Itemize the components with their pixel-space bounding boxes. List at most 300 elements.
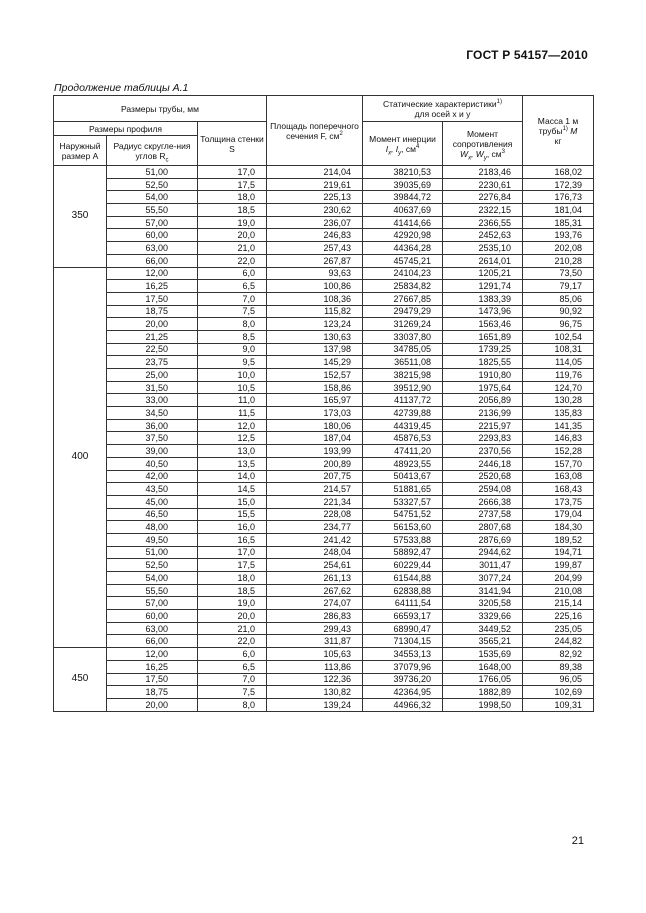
- mass-cell: 168,43: [523, 483, 594, 496]
- corner-radius-cell: 57,00: [107, 216, 198, 229]
- table-caption: Продолжение таблицы А.1: [54, 82, 189, 94]
- mass-cell: 135,83: [523, 407, 594, 420]
- wall-cell: 6,5: [198, 280, 267, 293]
- resistance-cell: 2876,69: [443, 533, 523, 546]
- corner-radius-cell: 36,00: [107, 419, 198, 432]
- wall-cell: 7,0: [198, 673, 267, 686]
- corner-radius-cell: 22,50: [107, 343, 198, 356]
- area-cell: 274,07: [267, 597, 363, 610]
- resistance-cell: 2737,58: [443, 508, 523, 521]
- mass-cell: 130,28: [523, 394, 594, 407]
- inertia-cell: 51881,65: [363, 483, 443, 496]
- inertia-cell: 41414,66: [363, 216, 443, 229]
- mass-cell: 210,28: [523, 254, 594, 267]
- inertia-cell: 44966,32: [363, 698, 443, 711]
- wall-cell: 16,5: [198, 533, 267, 546]
- resistance-cell: 2322,15: [443, 204, 523, 217]
- resistance-cell: 1882,89: [443, 686, 523, 699]
- wall-cell: 15,0: [198, 495, 267, 508]
- inertia-cell: 71304,15: [363, 635, 443, 648]
- inertia-cell: 42364,95: [363, 686, 443, 699]
- mass-cell: 235,05: [523, 622, 594, 635]
- table-row: [54, 483, 594, 496]
- mass-cell: 141,35: [523, 419, 594, 432]
- table-row: [54, 610, 594, 623]
- corner-radius-cell: 54,00: [107, 191, 198, 204]
- inertia-cell: 39512,90: [363, 381, 443, 394]
- corner-radius-cell: 39,00: [107, 445, 198, 458]
- corner-radius-cell: 16,25: [107, 660, 198, 673]
- resistance-cell: 3565,21: [443, 635, 523, 648]
- resistance-cell: 3141,94: [443, 584, 523, 597]
- area-cell: 241,42: [267, 533, 363, 546]
- corner-radius-cell: 60,00: [107, 610, 198, 623]
- table-row: [54, 495, 594, 508]
- mass-cell: 90,92: [523, 305, 594, 318]
- mass-cell: 108,31: [523, 343, 594, 356]
- resistance-cell: 2535,10: [443, 242, 523, 255]
- resistance-cell: 1383,39: [443, 292, 523, 305]
- corner-radius-cell: 51,00: [107, 166, 198, 179]
- area-cell: 207,75: [267, 470, 363, 483]
- resistance-cell: 2293,83: [443, 432, 523, 445]
- wall-cell: 20,0: [198, 229, 267, 242]
- inertia-cell: 31269,24: [363, 318, 443, 331]
- resistance-cell: 3329,66: [443, 610, 523, 623]
- table-row: [54, 660, 594, 673]
- mass-cell: 82,92: [523, 648, 594, 661]
- area-cell: 219,61: [267, 178, 363, 191]
- inertia-cell: 38210,53: [363, 166, 443, 179]
- corner-radius-cell: 31,50: [107, 381, 198, 394]
- mass-cell: 96,05: [523, 673, 594, 686]
- wall-cell: 6,5: [198, 660, 267, 673]
- area-cell: 225,13: [267, 191, 363, 204]
- corner-radius-cell: 17,50: [107, 292, 198, 305]
- mass-cell: 202,08: [523, 242, 594, 255]
- resistance-cell: 1766,05: [443, 673, 523, 686]
- area-cell: 230,62: [267, 204, 363, 217]
- corner-radius-cell: 16,25: [107, 280, 198, 293]
- mass-cell: 181,04: [523, 204, 594, 217]
- inertia-cell: 27667,85: [363, 292, 443, 305]
- wall-cell: 22,0: [198, 635, 267, 648]
- corner-radius-cell: 51,00: [107, 546, 198, 559]
- corner-radius-cell: 12,00: [107, 648, 198, 661]
- outer-size-cell: 400: [54, 267, 107, 648]
- area-cell: 113,86: [267, 660, 363, 673]
- area-cell: 122,36: [267, 673, 363, 686]
- inertia-cell: 68990,47: [363, 622, 443, 635]
- wall-cell: 18,5: [198, 204, 267, 217]
- table-row: [54, 178, 594, 191]
- resistance-cell: 2366,55: [443, 216, 523, 229]
- area-cell: 152,57: [267, 369, 363, 382]
- table-row: [54, 635, 594, 648]
- area-cell: 158,86: [267, 381, 363, 394]
- page-number: 21: [571, 835, 584, 847]
- resistance-cell: 2276,84: [443, 191, 523, 204]
- wall-cell: 18,5: [198, 584, 267, 597]
- area-cell: 180,06: [267, 419, 363, 432]
- wall-cell: 19,0: [198, 216, 267, 229]
- area-cell: 193,99: [267, 445, 363, 458]
- resistance-cell: 2136,99: [443, 407, 523, 420]
- header-mass: Масса 1 м трубы$^{1)}$ M кг: [523, 96, 594, 166]
- table-row: [54, 648, 594, 661]
- table-row: [54, 343, 594, 356]
- area-cell: 100,86: [267, 280, 363, 293]
- table-row: [54, 267, 594, 280]
- table-row: [54, 242, 594, 255]
- resistance-cell: 3449,52: [443, 622, 523, 635]
- wall-cell: 8,0: [198, 318, 267, 331]
- resistance-cell: 2183,46: [443, 166, 523, 179]
- table-row: [54, 305, 594, 318]
- mass-cell: 102,54: [523, 330, 594, 343]
- inertia-cell: 25834,82: [363, 280, 443, 293]
- wall-cell: 7,0: [198, 292, 267, 305]
- inertia-cell: 36511,08: [363, 356, 443, 369]
- resistance-cell: 1910,80: [443, 369, 523, 382]
- table-row: [54, 419, 594, 432]
- header-profile-sizes: Размеры профиля: [54, 122, 198, 136]
- mass-cell: 204,99: [523, 572, 594, 585]
- wall-cell: 6,0: [198, 267, 267, 280]
- table-row: [54, 330, 594, 343]
- header-pipe-sizes: Размеры трубы, мм: [54, 96, 267, 122]
- corner-radius-cell: 57,00: [107, 597, 198, 610]
- corner-radius-cell: 25,00: [107, 369, 198, 382]
- area-cell: 214,04: [267, 166, 363, 179]
- wall-cell: 9,0: [198, 343, 267, 356]
- header-resistance: Момент сопротивления $W_x$, $W_y$, $см^3$: [443, 122, 523, 166]
- area-cell: 236,07: [267, 216, 363, 229]
- resistance-cell: 3077,24: [443, 572, 523, 585]
- area-cell: 214,57: [267, 483, 363, 496]
- mass-cell: 157,70: [523, 457, 594, 470]
- mass-cell: 215,14: [523, 597, 594, 610]
- resistance-cell: 2056,89: [443, 394, 523, 407]
- resistance-cell: 2370,56: [443, 445, 523, 458]
- wall-cell: 13,0: [198, 445, 267, 458]
- area-cell: 165,97: [267, 394, 363, 407]
- table-row: [54, 622, 594, 635]
- wall-cell: 15,5: [198, 508, 267, 521]
- corner-radius-cell: 55,50: [107, 204, 198, 217]
- wall-cell: 13,5: [198, 457, 267, 470]
- inertia-cell: 41137,72: [363, 394, 443, 407]
- inertia-cell: 45745,21: [363, 254, 443, 267]
- table-row: [54, 292, 594, 305]
- area-cell: 267,87: [267, 254, 363, 267]
- wall-cell: 21,0: [198, 242, 267, 255]
- header-inertia: Момент инерции $I_x$, $I_y$, $см^4$: [363, 122, 443, 166]
- inertia-cell: 42739,88: [363, 407, 443, 420]
- corner-radius-cell: 23,75: [107, 356, 198, 369]
- corner-radius-cell: 42,00: [107, 470, 198, 483]
- corner-radius-cell: 20,00: [107, 318, 198, 331]
- area-cell: 115,82: [267, 305, 363, 318]
- wall-cell: 17,0: [198, 166, 267, 179]
- wall-cell: 14,5: [198, 483, 267, 496]
- outer-size-cell: 350: [54, 166, 107, 268]
- table-header: [54, 96, 594, 166]
- table-row: [54, 533, 594, 546]
- corner-radius-cell: 66,00: [107, 635, 198, 648]
- wall-cell: 16,0: [198, 521, 267, 534]
- wall-cell: 12,5: [198, 432, 267, 445]
- mass-cell: 89,38: [523, 660, 594, 673]
- wall-cell: 11,0: [198, 394, 267, 407]
- mass-cell: 184,30: [523, 521, 594, 534]
- resistance-cell: 3011,47: [443, 559, 523, 572]
- area-cell: 187,04: [267, 432, 363, 445]
- mass-cell: 189,52: [523, 533, 594, 546]
- resistance-cell: 1473,96: [443, 305, 523, 318]
- area-cell: 105,63: [267, 648, 363, 661]
- wall-cell: 8,0: [198, 698, 267, 711]
- mass-cell: 244,82: [523, 635, 594, 648]
- mass-cell: 96,75: [523, 318, 594, 331]
- wall-cell: 7,5: [198, 305, 267, 318]
- area-cell: 261,13: [267, 572, 363, 585]
- area-cell: 267,62: [267, 584, 363, 597]
- inertia-cell: 37079,96: [363, 660, 443, 673]
- mass-cell: 176,73: [523, 191, 594, 204]
- mass-cell: 163,08: [523, 470, 594, 483]
- corner-radius-cell: 54,00: [107, 572, 198, 585]
- corner-radius-cell: 43,50: [107, 483, 198, 496]
- inertia-cell: 29479,29: [363, 305, 443, 318]
- inertia-cell: 39035,69: [363, 178, 443, 191]
- inertia-cell: 64111,54: [363, 597, 443, 610]
- corner-radius-cell: 21,25: [107, 330, 198, 343]
- corner-radius-cell: 12,00: [107, 267, 198, 280]
- area-cell: 228,08: [267, 508, 363, 521]
- resistance-cell: 2807,68: [443, 521, 523, 534]
- corner-radius-cell: 60,00: [107, 229, 198, 242]
- mass-cell: 102,69: [523, 686, 594, 699]
- area-cell: 130,82: [267, 686, 363, 699]
- inertia-cell: 54751,52: [363, 508, 443, 521]
- area-cell: 221,34: [267, 495, 363, 508]
- table-body: [54, 166, 594, 712]
- wall-cell: 20,0: [198, 610, 267, 623]
- wall-cell: 12,0: [198, 419, 267, 432]
- corner-radius-cell: 48,00: [107, 521, 198, 534]
- table-row: [54, 559, 594, 572]
- resistance-cell: 1739,25: [443, 343, 523, 356]
- inertia-cell: 57533,88: [363, 533, 443, 546]
- corner-radius-cell: 63,00: [107, 242, 198, 255]
- corner-radius-cell: 20,00: [107, 698, 198, 711]
- table-row: [54, 470, 594, 483]
- wall-cell: 17,5: [198, 178, 267, 191]
- standard-number: ГОСТ Р 54157—2010: [466, 48, 588, 62]
- resistance-cell: 1648,00: [443, 660, 523, 673]
- corner-radius-cell: 40,50: [107, 457, 198, 470]
- mass-cell: 119,76: [523, 369, 594, 382]
- mass-cell: 79,17: [523, 280, 594, 293]
- corner-radius-cell: 46,50: [107, 508, 198, 521]
- wall-cell: 19,0: [198, 597, 267, 610]
- area-cell: 286,83: [267, 610, 363, 623]
- area-cell: 254,61: [267, 559, 363, 572]
- area-cell: 93,63: [267, 267, 363, 280]
- resistance-cell: 1975,64: [443, 381, 523, 394]
- corner-radius-cell: 37,50: [107, 432, 198, 445]
- corner-radius-cell: 52,50: [107, 178, 198, 191]
- corner-radius-cell: 55,50: [107, 584, 198, 597]
- header-outer-size: Наружный размер A: [54, 136, 107, 166]
- wall-cell: 8,5: [198, 330, 267, 343]
- wall-cell: 6,0: [198, 648, 267, 661]
- mass-cell: 194,71: [523, 546, 594, 559]
- resistance-cell: 1205,21: [443, 267, 523, 280]
- area-cell: 137,98: [267, 343, 363, 356]
- area-cell: 123,24: [267, 318, 363, 331]
- table-row: [54, 204, 594, 217]
- corner-radius-cell: 33,00: [107, 394, 198, 407]
- area-cell: 139,24: [267, 698, 363, 711]
- table-row: [54, 572, 594, 585]
- wall-cell: 22,0: [198, 254, 267, 267]
- resistance-cell: 1535,69: [443, 648, 523, 661]
- table-row: [54, 445, 594, 458]
- resistance-cell: 1651,89: [443, 330, 523, 343]
- resistance-cell: 2230,61: [443, 178, 523, 191]
- corner-radius-cell: 45,00: [107, 495, 198, 508]
- table-row: [54, 369, 594, 382]
- inertia-cell: 44364,28: [363, 242, 443, 255]
- area-cell: 108,36: [267, 292, 363, 305]
- header-corner-radius: Радиус скругле-ния углов $R_c$: [107, 136, 198, 166]
- mass-cell: 109,31: [523, 698, 594, 711]
- table-row: [54, 457, 594, 470]
- resistance-cell: 1291,74: [443, 280, 523, 293]
- header-static: Статические характеристики$^{1)}$ для осей x и y: [363, 96, 523, 122]
- outer-size-cell: 450: [54, 648, 107, 711]
- table-row: [54, 280, 594, 293]
- wall-cell: 18,0: [198, 191, 267, 204]
- inertia-cell: 60229,44: [363, 559, 443, 572]
- corner-radius-cell: 18,75: [107, 686, 198, 699]
- area-cell: 246,83: [267, 229, 363, 242]
- wall-cell: 11,5: [198, 407, 267, 420]
- resistance-cell: 2944,62: [443, 546, 523, 559]
- inertia-cell: 33037,80: [363, 330, 443, 343]
- corner-radius-cell: 18,75: [107, 305, 198, 318]
- table-row: [54, 229, 594, 242]
- inertia-cell: 66593,17: [363, 610, 443, 623]
- mass-cell: 172,39: [523, 178, 594, 191]
- wall-cell: 17,0: [198, 546, 267, 559]
- resistance-cell: 1998,50: [443, 698, 523, 711]
- resistance-cell: 1825,55: [443, 356, 523, 369]
- inertia-cell: 48923,55: [363, 457, 443, 470]
- table-row: [54, 673, 594, 686]
- inertia-cell: 61544,88: [363, 572, 443, 585]
- corner-radius-cell: 52,50: [107, 559, 198, 572]
- header-area: Площадь поперечного сечения F, $см^2$: [267, 96, 363, 166]
- inertia-cell: 45876,53: [363, 432, 443, 445]
- area-cell: 173,03: [267, 407, 363, 420]
- wall-cell: 18,0: [198, 572, 267, 585]
- mass-cell: 199,87: [523, 559, 594, 572]
- resistance-cell: 2215,97: [443, 419, 523, 432]
- area-cell: 299,43: [267, 622, 363, 635]
- table-row: [54, 394, 594, 407]
- area-cell: 248,04: [267, 546, 363, 559]
- mass-cell: 210,08: [523, 584, 594, 597]
- resistance-cell: 2452,63: [443, 229, 523, 242]
- inertia-cell: 40637,69: [363, 204, 443, 217]
- inertia-cell: 38215,98: [363, 369, 443, 382]
- table-row: [54, 432, 594, 445]
- wall-cell: 21,0: [198, 622, 267, 635]
- mass-cell: 225,16: [523, 610, 594, 623]
- mass-cell: 85,06: [523, 292, 594, 305]
- mass-cell: 114,05: [523, 356, 594, 369]
- mass-cell: 193,76: [523, 229, 594, 242]
- area-cell: 234,77: [267, 521, 363, 534]
- area-cell: 311,87: [267, 635, 363, 648]
- wall-cell: 9,5: [198, 356, 267, 369]
- table-row: [54, 698, 594, 711]
- wall-cell: 10,0: [198, 369, 267, 382]
- inertia-cell: 39844,72: [363, 191, 443, 204]
- mass-cell: 152,28: [523, 445, 594, 458]
- table-row: [54, 597, 594, 610]
- table-row: [54, 521, 594, 534]
- corner-radius-cell: 17,50: [107, 673, 198, 686]
- mass-cell: 124,70: [523, 381, 594, 394]
- mass-cell: 185,31: [523, 216, 594, 229]
- table-row: [54, 356, 594, 369]
- resistance-cell: 2520,68: [443, 470, 523, 483]
- mass-cell: 173,75: [523, 495, 594, 508]
- corner-radius-cell: 66,00: [107, 254, 198, 267]
- inertia-cell: 62838,88: [363, 584, 443, 597]
- header-wall: Толщина стенки S: [198, 122, 267, 166]
- table-row: [54, 191, 594, 204]
- area-cell: 145,29: [267, 356, 363, 369]
- resistance-cell: 3205,58: [443, 597, 523, 610]
- mass-cell: 179,04: [523, 508, 594, 521]
- inertia-cell: 24104,23: [363, 267, 443, 280]
- corner-radius-cell: 34,50: [107, 407, 198, 420]
- table-row: [54, 686, 594, 699]
- resistance-cell: 2666,38: [443, 495, 523, 508]
- inertia-cell: 42920,98: [363, 229, 443, 242]
- inertia-cell: 39736,20: [363, 673, 443, 686]
- resistance-cell: 1563,46: [443, 318, 523, 331]
- table-row: [54, 216, 594, 229]
- mass-cell: 168,02: [523, 166, 594, 179]
- mass-cell: 146,83: [523, 432, 594, 445]
- area-cell: 257,43: [267, 242, 363, 255]
- wall-cell: 7,5: [198, 686, 267, 699]
- table-row: [54, 508, 594, 521]
- resistance-cell: 2594,08: [443, 483, 523, 496]
- table-row: [54, 546, 594, 559]
- table-row: [54, 166, 594, 179]
- table-row: [54, 407, 594, 420]
- resistance-cell: 2614,01: [443, 254, 523, 267]
- inertia-cell: 47411,20: [363, 445, 443, 458]
- inertia-cell: 56153,60: [363, 521, 443, 534]
